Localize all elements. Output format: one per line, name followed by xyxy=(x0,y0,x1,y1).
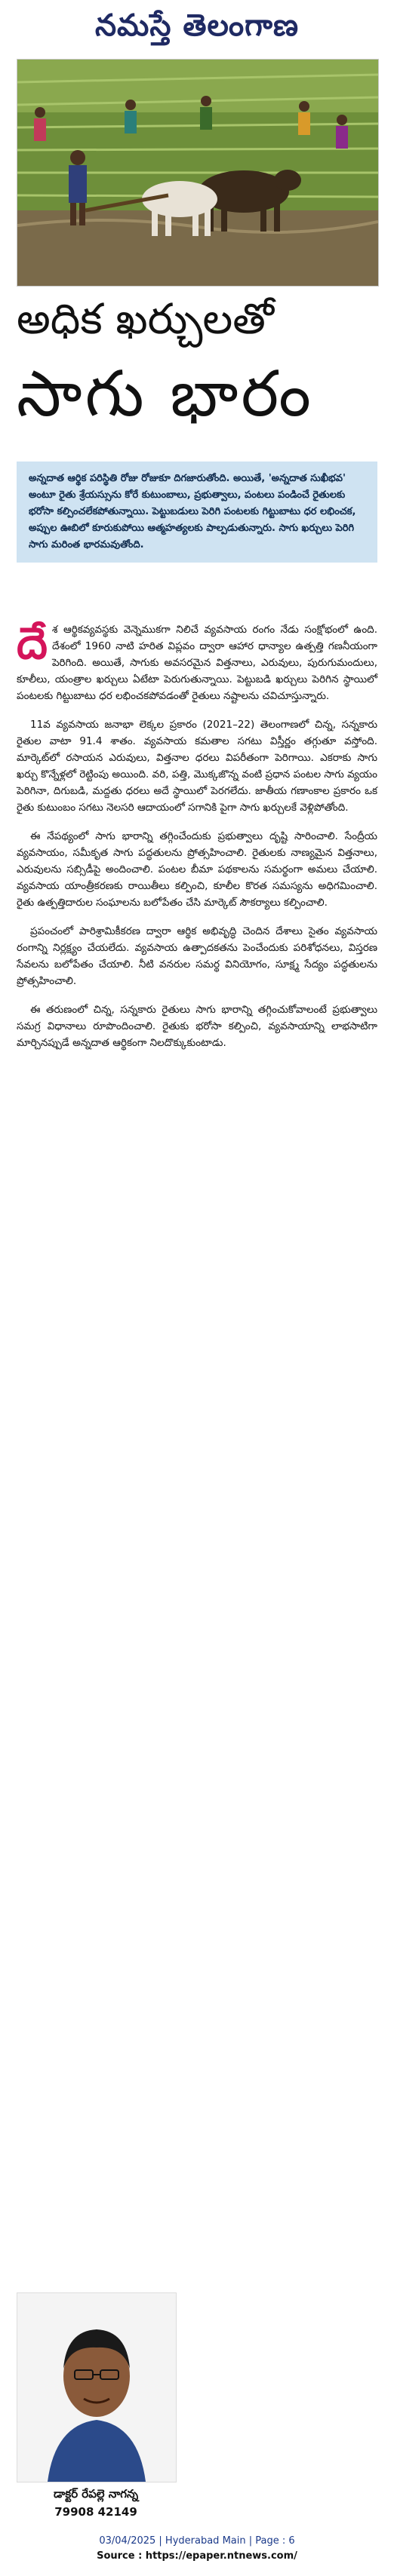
footer-meta: 03/04/2025 | Hyderabad Main | Page : 6 xyxy=(99,2535,295,2547)
author-phone: 79908 42149 xyxy=(54,2505,137,2519)
author-photo xyxy=(17,2292,177,2482)
farm-photo xyxy=(17,59,379,287)
footer-source[interactable]: Source : https://epaper.ntnews.com/ xyxy=(97,2550,297,2562)
headline-line-1: అధిక ఖర్చులతో xyxy=(17,295,274,344)
article-paragraph-1 xyxy=(17,618,377,704)
farm-field-image xyxy=(17,60,378,286)
author-section xyxy=(17,2292,377,2519)
headline-line-2: సాగు భారం xyxy=(17,357,314,431)
article-paragraph-4: ప్రపంచంలో పారిశ్రామికీకరణ ద్వారా ఆర్థిక అభివృద్ధి చెందిన దేశాలు సైతం వ్యవసాయ రంగాన్ని నిర్లక్ష్యం చేయలేదు. వ్యవసాయ ఉత్పాదకతను పెంచేందుకు పరిశోధనలు, విస్తరణ సేవలను బలోపేతం చేయాలి. నీటి వనరుల సమర్థ వినియోగం, సూక్ష్మ సేద్యం పద్ధతులను ప్రోత్సహించాలి. xyxy=(17,925,377,987)
article-paragraph-3: ఈ నేపథ్యంలో సాగు భారాన్ని తగ్గించేందుకు ప్రభుత్వాలు దృష్టి సారించాలి. సేంద్రీయ వ్యవసాయం, సమీకృత సాగు పద్ధతులను ప్రోత్సహించాలి. రైతులకు నాణ్యమైన విత్తనాలు, ఎరువులను సబ్సిడీపై అందించాలి. పంటల బీమా పథకాలను సమర్థంగా అమలు చేయాలి. వ్యవసాయ యాంత్రీకరణకు రాయితీలు కల్పించి, కూలీల కొరత సమస్యను అధిగమించాలి. రైతు ఉత్పత్తిదారుల సంఘాలను బలోపేతం చేసి మార్కెట్ సౌకర్యాలు కల్పించాలి. xyxy=(17,830,377,909)
article-paragraph-2: 11వ వ్యవసాయ జనాభా లెక్కల ప్రకారం (2021–22) తెలంగాణలో చిన్న, సన్నకారు రైతుల వాటా 91.4 శాతం. వ్యవసాయ కమతాల సగటు విస్తీర్ణం తగ్గుతూ వస్తోంది. మార్కెట్‌లో రసాయన ఎరువులు, విత్తనాల ధరలు విపరీతంగా పెరిగాయి. ఎకరాకు సాగు ఖర్చు కొన్నేళ్లలో రెట్టింపు అయింది. వరి, పత్తి, మొక్కజొన్న వంటి ప్రధాన పంటల సాగు వ్యయం పెరిగినా, దిగుబడి, మద్దతు ధరలు అదే స్థాయిలో పెరగలేదు. జాతీయ గణాంకాల ప్రకారం ఒక రైతు కుటుంబం సగటు నెలసరి ఆదాయంలో సగానికి పైగా సాగు ఖర్చులకే వెళ్లిపోతోంది. xyxy=(17,719,377,814)
article-paragraph-1-text: శ ఆర్థికవ్యవస్థకు వెన్నెముకగా నిలిచే వ్యవసాయ రంగం నేడు సంక్షోభంలో ఉంది. దేశంలో 1960 నాటి హరిత విప్లవం ద్వారా ఆహార ధాన్యాల ఉత్పత్తి గణనీయంగా పెరిగింది. అయితే, సాగుకు అవసరమైన విత్తనాలు, ఎరువులు, పురుగుమందులు, కూలీలు, యంత్రాల ఖర్చులు ఏటేటా పెరుగుతున్నాయి. పెట్టుబడి ఖర్చులు పెరిగిన స్థాయిలో పంటలకు గిట్టుబాటు ధర లభించకపోవడంతో రైతులు నష్టాలను చవిచూస్తున్నారు. xyxy=(17,624,377,702)
lead-paragraph: అన్నదాత ఆర్థిక పరిస్థితి రోజు రోజుకూ దిగజారుతోంది. అయితే, 'అన్నదాత సుఖీభవ' అంటూ రైతు శ్రేయస్సును కోరే కుటుంబాలు, ప్రభుత్వాలు, పంటలు పండించే రైతులకు భరోసా కల్పించలేకపోతున్నాయి. పెట్టుబడులు పెరిగి పంటలకు గిట్టుబాటు ధర లభించక, అప్పుల ఊబిలో కూరుకుపోయి ఆత్మహత్యలకు పాల్పడుతున్నారు. సాగు ఖర్చులు పెరిగి సాగు మరింత భారమవుతోంది. xyxy=(17,462,377,563)
article-body xyxy=(17,618,377,1063)
newspaper-logo: నమస్తే తెలంగాణ xyxy=(94,8,300,43)
footer xyxy=(0,2534,394,2564)
article-paragraph-5: ఈ తరుణంలో చిన్న, సన్నకారు రైతులు సాగు భారాన్ని తగ్గించుకోవాలంటే ప్రభుత్వాలు సమగ్ర విధానాలు రూపొందించాలి. రైతుకు భరోసా కల్పించి, వ్యవసాయాన్ని లాభసాటిగా మార్చినప్పుడే అన్నదాత ఆర్థికంగా నిలదొక్కుకుంటాడు. xyxy=(17,1004,377,1049)
headline xyxy=(17,291,377,465)
masthead xyxy=(0,0,394,59)
dropcap-letter: దే xyxy=(17,618,48,669)
author-name: డాక్టర్ రేపల్లె నాగన్న xyxy=(53,2487,139,2501)
author-portrait xyxy=(17,2293,176,2482)
